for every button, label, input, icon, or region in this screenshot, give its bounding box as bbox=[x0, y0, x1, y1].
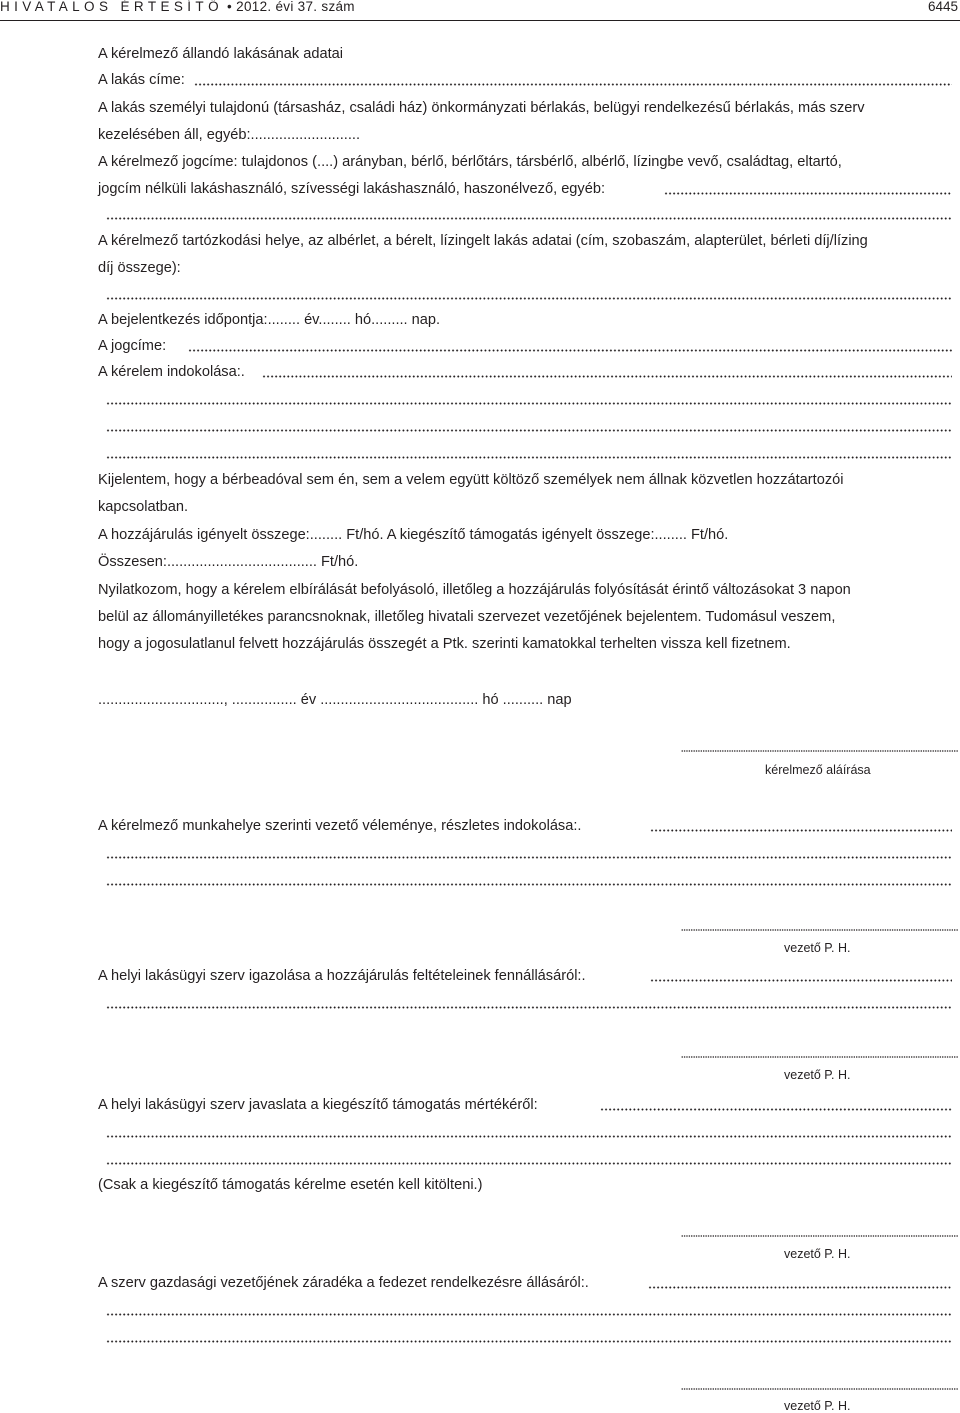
housing-proposal-fill-line bbox=[600, 1108, 952, 1111]
fill-line bbox=[106, 1340, 952, 1343]
housing-confirmation-label: A helyi lakásügyi szerv igazolása a hozzájárulás feltételeinek fennállásáról:. bbox=[98, 968, 586, 984]
applicant-signature-caption: kérelmező aláírása bbox=[765, 763, 871, 777]
signature-line bbox=[681, 750, 958, 752]
legal-title-label: A jogcíme: bbox=[98, 338, 167, 354]
fill-line bbox=[106, 217, 952, 220]
signature-line bbox=[681, 929, 958, 931]
justification-fill-line bbox=[262, 375, 952, 378]
other-title-fill-line bbox=[664, 192, 952, 195]
leader-stamp-caption: vezető P. H. bbox=[784, 1068, 851, 1082]
publication-header bbox=[0, 0, 355, 14]
signature-line bbox=[681, 1056, 958, 1058]
page-number: 6445 bbox=[927, 0, 958, 14]
fill-line bbox=[106, 402, 952, 405]
legal-title-line-1: A kérelmező jogcíme: tulajdonos (....) arányban, bérlő, bérlőtárs, társbérlő, albérlő, lízingbe vevő, családtag, eltartó, bbox=[98, 154, 842, 170]
justification-label: A kérelem indokolása:. bbox=[98, 364, 245, 380]
legal-title-fill-line bbox=[188, 349, 952, 352]
date-line: ..............................., ................ év ....................................... hó .......... nap bbox=[98, 692, 572, 708]
ownership-line-1: A lakás személyi tulajdonú (társasház, családi ház) önkormányzati bérlakás, belügyi rendelkezésű bérlakás, más szerv bbox=[98, 100, 865, 116]
ownership-line-2: kezelésében áll, egyéb:........................... bbox=[98, 127, 361, 143]
header-rule bbox=[0, 20, 960, 21]
declaration-line-2: kapcsolatban. bbox=[98, 499, 189, 515]
signature-line bbox=[681, 1388, 958, 1390]
fill-line bbox=[106, 1135, 952, 1138]
address-label: A lakás címe: bbox=[98, 72, 185, 88]
fill-line bbox=[106, 297, 952, 300]
signature-line bbox=[681, 1235, 958, 1237]
financial-clause-label: A szerv gazdasági vezetőjének záradéka a fedezet rendelkezésre állásáról:. bbox=[98, 1275, 589, 1291]
fill-line bbox=[106, 1006, 952, 1009]
financial-clause-fill-line bbox=[648, 1286, 952, 1289]
fill-line bbox=[106, 856, 952, 859]
legal-title-line-2: jogcím nélküli lakáshasználó, szívességi lakáshasználó, haszonélvező, egyéb: bbox=[98, 181, 606, 197]
statement-line-2: belül az állományilletékes parancsnoknak, illetőleg hivatali szervezet vezetőjének bejelentem. Tudomásul veszem, bbox=[98, 609, 836, 625]
bullet-separator: • bbox=[227, 0, 233, 14]
leader-stamp-caption: vezető P. H. bbox=[784, 941, 851, 955]
statement-line-3: hogy a jogosulatlanul felvett hozzájárulás összegét a Ptk. szerinti kamatokkal terhelten vissza kell fizetnem. bbox=[98, 636, 791, 652]
publication-title: HIVATALOS ÉRTESÍTŐ bbox=[0, 0, 223, 14]
residence-line-1: A kérelmező tartózkodási helye, az albérlet, a bérelt, lízingelt lakás adatai (cím, szobaszám, alapterület, bérleti díj/lízing bbox=[98, 233, 868, 249]
fill-line bbox=[106, 1313, 952, 1316]
housing-confirmation-fill-line bbox=[650, 979, 952, 982]
section-title: A kérelmező állandó lakásának adatai bbox=[98, 46, 344, 62]
fill-line bbox=[106, 456, 952, 459]
requested-amounts-line: A hozzájárulás igényelt összege:........ Ft/hó. A kiegészítő támogatás igényelt összege:........ Ft/hó. bbox=[98, 527, 729, 543]
housing-proposal-label: A helyi lakásügyi szerv javaslata a kiegészítő támogatás mértékéről: bbox=[98, 1097, 538, 1113]
issue-label: 2012. évi 37. szám bbox=[236, 0, 355, 14]
workplace-fill-line bbox=[650, 829, 952, 832]
declaration-line-1: Kijelentem, hogy a bérbeadóval sem én, sem a velem együtt költöző személyek nem állnak közvetlen hozzátartozói bbox=[98, 472, 844, 488]
residence-line-2: díj összege): bbox=[98, 260, 181, 276]
total-amount-line: Összesen:..................................... Ft/hó. bbox=[98, 554, 359, 570]
address-fill-line bbox=[194, 83, 952, 86]
fill-line bbox=[106, 429, 952, 432]
fill-line bbox=[106, 883, 952, 886]
workplace-opinion-label: A kérelmező munkahelye szerinti vezető véleménye, részletes indokolása:. bbox=[98, 818, 582, 834]
fill-line bbox=[106, 1162, 952, 1165]
page-header bbox=[0, 0, 960, 15]
leader-stamp-caption: vezető P. H. bbox=[784, 1247, 851, 1261]
statement-line-1: Nyilatkozom, hogy a kérelem elbírálását befolyásoló, illetőleg a hozzájárulás folyósítását érintő változásokat 3 napon bbox=[98, 582, 851, 598]
leader-stamp-caption: vezető P. H. bbox=[784, 1399, 851, 1413]
registration-date-line: A bejelentkezés időpontja:........ év........ hó......... nap. bbox=[98, 312, 441, 328]
supplement-note: (Csak a kiegészítő támogatás kérelme esetén kell kitölteni.) bbox=[98, 1177, 483, 1193]
